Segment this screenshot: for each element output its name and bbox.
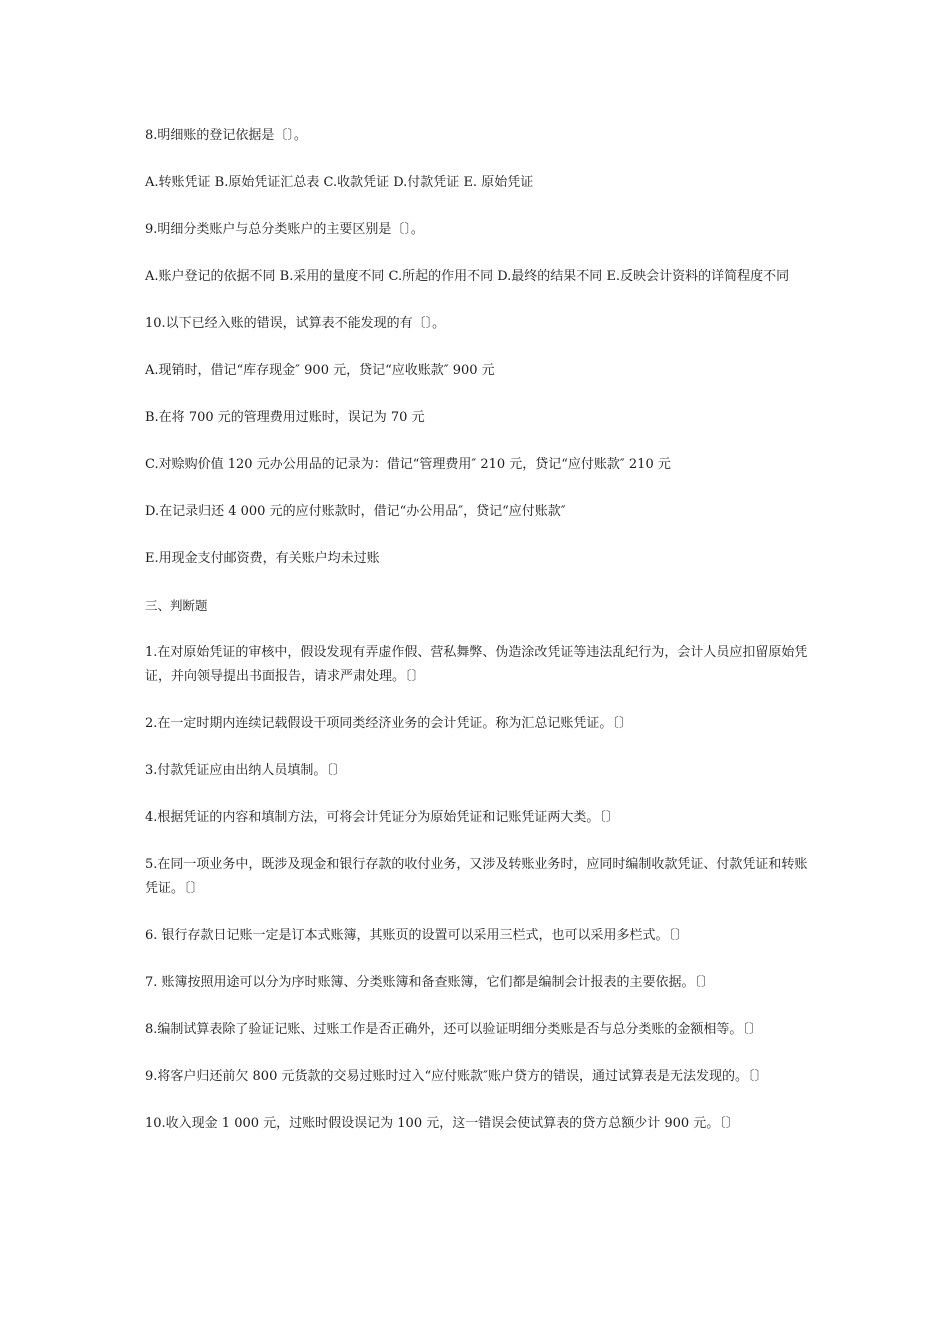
judgment-item-3: 3.付款凭证应由出纳人员填制。〔〕 xyxy=(145,763,346,778)
question-8-options: A.转账凭证 B.原始凭证汇总表 C.收款凭证 D.付款凭证 E. 原始凭证 xyxy=(145,175,534,190)
question-9-options: A.账户登记的依据不同 B.采用的量度不同 C.所起的作用不同 D.最终的结果不同 E.反映会计资料的详简程度不同 xyxy=(145,269,790,284)
question-10-option-e: E.用现金支付邮资费，有关账户均未过账 xyxy=(145,551,380,566)
judgment-item-5: 5.在同一项业务中，既涉及现金和银行存款的收付业务，又涉及转账业务时，应同时编制收款凭证、付款凭证和转账凭证。〔〕 xyxy=(145,857,808,896)
judgment-item-6: 6. 银行存款日记账一定是订本式账簿，其账页的设置可以采用三栏式，也可以采用多栏式。〔〕 xyxy=(145,928,689,943)
judgment-item-4: 4.根据凭证的内容和填制方法，可将会计凭证分为原始凭证和记账凭证两大类。〔〕 xyxy=(145,810,619,825)
question-9-stem: 9.明细分类账户与总分类账户的主要区别是〔〕。 xyxy=(145,222,424,237)
section-heading-true-false: 三、判断题 xyxy=(145,598,208,613)
judgment-item-2: 2.在一定时期内连续记载假设干项同类经济业务的会计凭证。称为汇总记账凭证。〔〕 xyxy=(145,716,632,731)
question-10-option-d: D.在记录归还 4 000 元的应付账款时，借记“办公用品″，贷记“应付账款″ xyxy=(145,504,566,519)
judgment-item-1: 1.在对原始凭证的审核中，假设发现有弄虚作假、营私舞弊、伪造涂改凭证等违法乱纪行为，会计人员应扣留原始凭证，并向领导提出书面报告，请求严肃处理。〔〕 xyxy=(145,645,808,684)
question-10-option-c: C.对赊购价值 120 元办公用品的记录为：借记“管理费用″ 210 元，贷记“应付账款″ 210 元 xyxy=(145,457,671,472)
judgment-item-7: 7. 账簿按照用途可以分为序时账簿、分类账簿和备查账簿，它们都是编制会计报表的主要依据。〔〕 xyxy=(145,975,715,990)
question-8-stem: 8.明细账的登记依据是〔〕。 xyxy=(145,128,307,143)
document-body xyxy=(145,124,815,1159)
judgment-item-10: 10.收入现金 1 000 元，过账时假设误记为 100 元，这一错误会使试算表的贷方总额少计 900 元。〔〕 xyxy=(145,1116,739,1131)
judgment-item-8: 8.编制试算表除了验证记账、过账工作是否正确外，还可以验证明细分类账是否与总分类账的金额相等。〔〕 xyxy=(145,1022,762,1037)
question-10-stem: 10.以下已经入账的错误，试算表不能发现的有〔〕。 xyxy=(145,316,446,331)
question-10-option-a: A.现销时，借记“库存现金″ 900 元，贷记“应收账款″ 900 元 xyxy=(145,363,495,378)
question-10-option-b: B.在将 700 元的管理费用过账时，误记为 70 元 xyxy=(145,410,425,425)
judgment-item-9: 9.将客户归还前欠 800 元货款的交易过账时过入“应付账款″账户贷方的错误，通过试算表是无法发现的。〔〕 xyxy=(145,1069,768,1084)
